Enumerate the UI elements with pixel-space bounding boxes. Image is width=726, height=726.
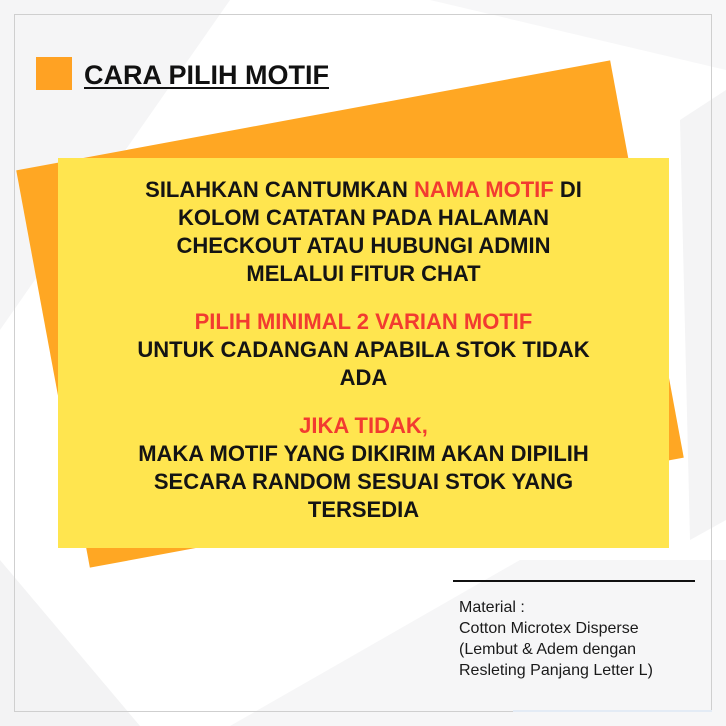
instruction-text: SILAHKAN CANTUMKAN xyxy=(145,177,415,202)
instruction-line: MELALUI FITUR CHAT xyxy=(246,261,481,286)
instruction-line: ADA xyxy=(339,365,388,390)
material-line: (Lembut & Adem dengan xyxy=(459,641,637,658)
instruction-line: SECARA RANDOM SESUAI STOK YANG xyxy=(153,469,574,494)
highlight-line: PILIH MINIMAL 2 VARIAN MOTIF xyxy=(194,309,533,334)
material-divider xyxy=(453,580,695,582)
instruction-text: DI xyxy=(553,177,582,202)
material-info xyxy=(459,597,653,681)
material-line: Resleting Panjang Letter L) xyxy=(459,662,653,679)
orange-square-icon xyxy=(36,57,72,90)
highlight-text: NAMA MOTIF xyxy=(414,177,554,202)
instructions-text xyxy=(58,176,669,524)
paragraph-gap xyxy=(58,392,669,412)
instruction-line: UNTUK CADANGAN APABILA STOK TIDAK xyxy=(137,337,590,362)
instruction-line: MAKA MOTIF YANG DIKIRIM AKAN DIPILIH xyxy=(138,441,589,466)
instruction-line: CHECKOUT ATAU HUBUNGI ADMIN xyxy=(176,233,551,258)
highlight-line: JIKA TIDAK, xyxy=(299,413,428,438)
material-label: Material : xyxy=(459,599,525,616)
instruction-line xyxy=(58,176,669,204)
material-line: Cotton Microtex Disperse xyxy=(459,620,639,637)
bottom-accent-strip xyxy=(513,710,712,712)
page-title: CARA PILIH MOTIF xyxy=(84,60,329,90)
instruction-line: KOLOM CATATAN PADA HALAMAN xyxy=(177,205,550,230)
instruction-line: TERSEDIA xyxy=(307,497,420,522)
paragraph-gap xyxy=(58,288,669,308)
